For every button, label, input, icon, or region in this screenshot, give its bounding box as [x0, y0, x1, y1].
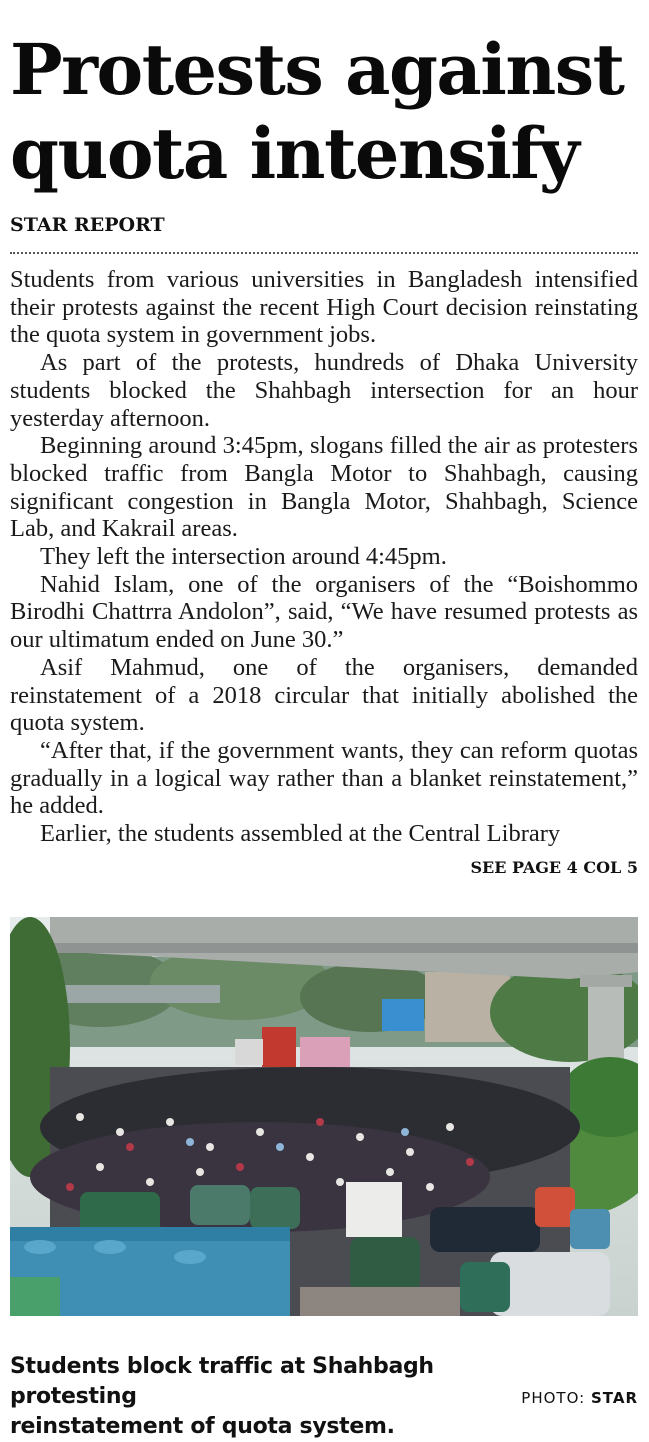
headline-line-2: quota intensify [10, 112, 579, 195]
article-body [10, 266, 638, 848]
headline [10, 28, 642, 196]
paragraph-2: As part of the protests, hundreds of Dhaka University students blocked the Shahbagh intersection for an hour yesterday afternoon. [10, 349, 638, 432]
continued-reference: SEE PAGE 4 COL 5 [470, 858, 638, 877]
paragraph-1: Students from various universities in Bangladesh intensified their protests against the recent High Court decision reinstating the quota system in government jobs. [10, 266, 638, 349]
dotted-divider [10, 252, 638, 254]
paragraph-5: Nahid Islam, one of the organisers of the “Boishommo Birodhi Chattrra Andolon”, said, “We have resumed protests as our ultimatum ended on June 30.” [10, 570, 638, 654]
headline-line-1: Protests against [10, 28, 624, 111]
paragraph-3: Beginning around 3:45pm, slogans filled the air as protesters blocked traffic from Bangla Motor to Shahbagh, causing significant congestion in Bangla Motor, Shahbagh, Science Lab, and Kakrail areas. [10, 432, 638, 543]
paragraph-6: Asif Mahmud, one of the organisers, demanded reinstatement of a 2018 circular that initially abolished the quota system. [10, 653, 638, 737]
paragraph-7: “After that, if the government wants, they can reform quotas gradually in a logical way rather than a blanket reinstatement,” he added. [10, 736, 638, 820]
news-photo [10, 917, 638, 1316]
credit-source: STAR [590, 1389, 638, 1407]
paragraph-8: Earlier, the students assembled at the Central Library [40, 820, 561, 848]
caption-line-1: Students block traffic at Shahbagh protesting [10, 1354, 434, 1409]
photo-caption [10, 1352, 530, 1442]
byline: STAR REPORT [10, 214, 165, 236]
paragraph-4: They left the intersection around 4:45pm. [40, 543, 447, 571]
credit-label: PHOTO: [521, 1389, 586, 1407]
photo-credit [521, 1389, 638, 1407]
caption-line-2: reinstatement of quota system. [10, 1414, 395, 1439]
